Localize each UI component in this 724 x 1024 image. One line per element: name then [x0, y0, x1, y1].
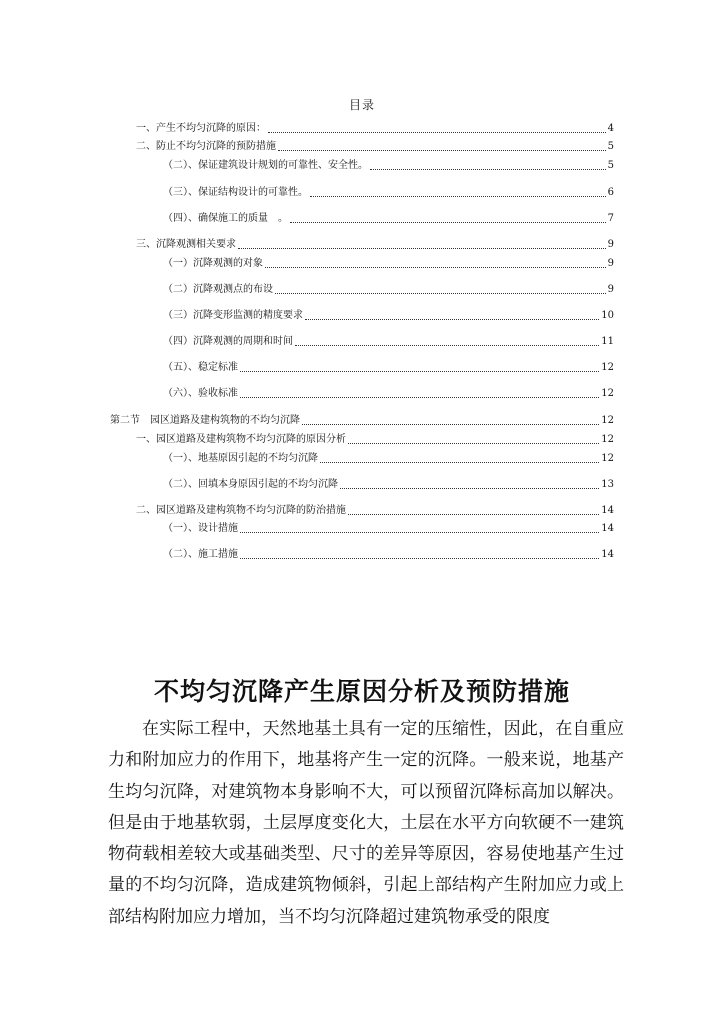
toc-entry-page: 12	[601, 453, 614, 464]
dot-leader	[278, 150, 606, 151]
toc-entry-page: 9	[607, 239, 614, 250]
toc-entry[interactable]	[136, 139, 614, 155]
toc-entry-label: （四）、确保施工的质量 。	[163, 213, 288, 224]
dot-leader	[348, 443, 599, 444]
toc-entry[interactable]	[163, 211, 614, 227]
toc-entry[interactable]	[163, 451, 614, 467]
toc-entry-page: 12	[601, 415, 614, 426]
toc-entry[interactable]	[163, 185, 614, 201]
toc-entry[interactable]	[163, 360, 614, 376]
toc-entry-page: 6	[607, 187, 614, 198]
toc-entry[interactable]	[163, 547, 614, 563]
toc-entry-page: 13	[601, 479, 614, 490]
toc-entry[interactable]	[163, 334, 614, 350]
toc-entry-page: 9	[607, 284, 614, 295]
toc-entry[interactable]	[136, 121, 614, 137]
dot-leader	[310, 196, 606, 197]
toc-entry-page: 4	[607, 123, 614, 134]
toc-entry-page: 14	[601, 523, 614, 534]
toc-entry-label: （三）沉降变形监测的精度要求	[163, 310, 303, 321]
dot-leader	[240, 532, 599, 533]
toc-entry-label: （六）、验收标准	[163, 388, 238, 399]
dot-leader	[305, 319, 599, 320]
dot-leader	[240, 558, 599, 559]
dot-leader	[238, 248, 606, 249]
toc-entry[interactable]	[163, 386, 614, 402]
toc-entry-label: 一、产生不均匀沉降的原因：	[136, 123, 266, 134]
toc-entry-page: 5	[607, 160, 614, 171]
toc-entry[interactable]	[163, 477, 614, 493]
toc-entry-page: 12	[601, 388, 614, 399]
toc-entry-label: （五）、稳定标准	[163, 362, 238, 373]
toc-entry-label: （一）沉降观测的对象	[163, 258, 263, 269]
toc-entry-page: 9	[607, 258, 614, 269]
toc-title: 目录	[348, 98, 375, 112]
toc-entry-page: 14	[601, 549, 614, 560]
dot-leader	[290, 222, 606, 223]
dot-leader	[370, 169, 606, 170]
toc-entry[interactable]	[163, 158, 614, 174]
dot-leader	[240, 371, 599, 372]
dot-leader	[320, 462, 599, 463]
dot-leader	[295, 345, 599, 346]
toc-entry[interactable]	[110, 413, 614, 429]
toc-entry[interactable]	[136, 237, 614, 253]
toc-entry[interactable]	[163, 308, 614, 324]
toc-entry-label: （三）、保证结构设计的可靠性。	[163, 187, 308, 198]
toc-entry-page: 12	[601, 434, 614, 445]
toc-entry-label: （一）、地基原因引起的不均匀沉降	[163, 453, 318, 464]
toc-entry-label: （二）、回填本身原因引起的不均匀沉降	[163, 479, 338, 490]
toc-entry-page: 10	[601, 310, 614, 321]
body-paragraph: 在实际工程中，天然地基土具有一定的压缩性，因此，在自重应力和附加应力的作用下，地基将产生一定的沉降。一般来说，地基产生均匀沉降，对建筑物本身影响不大，可以预留沉降标高加以解决。但是由于地基软弱，土层厚度变化大，土层在水平方向软硬不一建筑物荷载相差较大或基础类型、尺寸的差异等原因，容易使地基产生过量的不均匀沉降，造成建筑物倾斜，引起上部结构产生附加应力或上部结构附加应力增加，当不均匀沉降超过建筑物承受的限度	[108, 719, 624, 927]
toc-entry-page: 12	[601, 362, 614, 373]
toc-entry-label: 三、沉降观测相关要求	[136, 239, 236, 250]
toc-entry-label: （二）、保证建筑设计规划的可靠性、安全性。	[163, 160, 368, 171]
dot-leader	[302, 424, 599, 425]
dot-leader	[340, 488, 599, 489]
toc-entry[interactable]	[136, 432, 614, 448]
dot-leader	[265, 267, 606, 268]
dot-leader	[268, 132, 606, 133]
toc-entry-page: 7	[607, 213, 614, 224]
toc-entry-page: 11	[601, 336, 614, 347]
toc-entry-label: （一）、设计措施	[163, 523, 238, 534]
dot-leader	[240, 397, 599, 398]
toc-entry[interactable]	[163, 282, 614, 298]
toc-entry[interactable]	[163, 256, 614, 272]
document-heading: 不均匀沉降产生原因分析及预防措施	[153, 677, 570, 706]
toc-entry-label: 二、防止不均匀沉降的预防措施	[136, 141, 276, 152]
toc-entry-page: 5	[607, 141, 614, 152]
toc-entry[interactable]	[136, 503, 614, 519]
toc-entry-page: 14	[601, 505, 614, 516]
dot-leader	[275, 293, 606, 294]
dot-leader	[348, 514, 599, 515]
toc-entry-label: 二、园区道路及建构筑物不均匀沉降的防治措施	[136, 505, 346, 516]
toc-entry[interactable]	[163, 521, 614, 537]
toc-entry-label: （二）沉降观测点的布设	[163, 284, 273, 295]
toc-entry-label: （二）、施工措施	[163, 549, 238, 560]
toc-entry-label: 第二节 园区道路及建构筑物的不均匀沉降	[110, 415, 300, 426]
toc-entry-label: （四）沉降观测的周期和时间	[163, 336, 293, 347]
toc-entry-label: 一、园区道路及建构筑物不均匀沉降的原因分析	[136, 434, 346, 445]
